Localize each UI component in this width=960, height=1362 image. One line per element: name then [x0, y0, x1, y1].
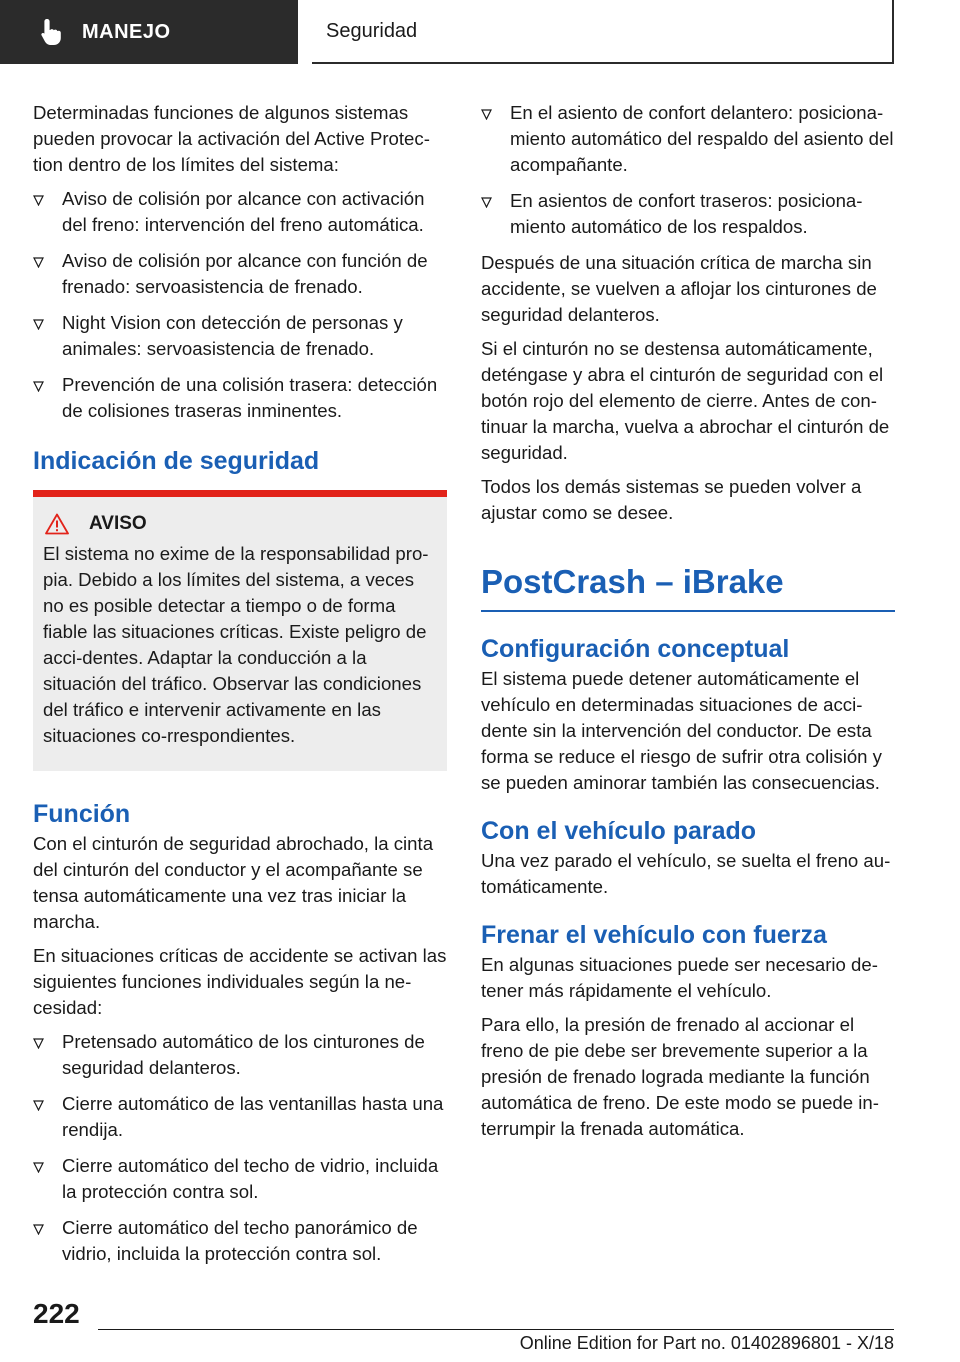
right-column	[481, 100, 895, 1150]
list-item: Aviso de colisión por alcance con activación del freno: intervención del freno automática.	[33, 186, 447, 238]
list-item: Cierre automático de las ventanillas hasta una rendija.	[33, 1091, 447, 1143]
triangle-bullet-icon	[33, 1100, 44, 1111]
triangle-bullet-icon	[33, 1162, 44, 1173]
chapter-title: Seguridad	[326, 19, 418, 42]
footer-divider	[98, 1329, 894, 1330]
list-item: Prevención de una colisión trasera: detección de colisiones traseras inminentes.	[33, 372, 447, 424]
warning-title: AVISO	[89, 513, 147, 534]
triangle-bullet-icon	[481, 109, 492, 120]
function-heading: Función	[33, 800, 131, 828]
list-item: Cierre automático del techo de vidrio, incluida la protección contra sol.	[33, 1153, 447, 1205]
list-item: En asientos de confort traseros: posiciona-miento automático de los respaldos.	[481, 188, 895, 240]
triangle-bullet-icon	[33, 381, 44, 392]
release-paragraph: Si el cinturón no se destensa automáticamente, deténgase y abra el cinturón de seguridad con el botón rojo del elemento de cierre. Antes de con-tinuar la marcha, vuelva a abrochar el cinturón de seguridad.	[481, 338, 890, 463]
parked-paragraph: Una vez parado el vehículo, se suelta el freno au-tomáticamente.	[481, 849, 891, 897]
brake-heading: Frenar el vehículo con fuerza	[481, 920, 827, 949]
postcrash-heading: PostCrash – iBrake	[481, 563, 784, 600]
hand-pointer-icon	[36, 16, 68, 48]
section-title: MANEJO	[82, 20, 171, 43]
concept-paragraph: El sistema puede detener automáticamente el vehículo en determinadas situaciones de acci-dente sin la intervención del conductor. De esta forma se reduce el riesgo de sufrir otra colisión y se pueden aminorar también las consecuencias.	[481, 667, 882, 793]
intro-paragraph: Determinadas funciones de algunos sistemas pueden provocar la activación del Active Protec-tion dentro de los límites del sistema:	[33, 102, 430, 175]
triangle-bullet-icon	[33, 1038, 44, 1049]
section-tab	[0, 0, 298, 64]
list-item: En el asiento de confort delantero: posiciona-miento automático del respaldo del asiento del acompañante.	[481, 100, 895, 178]
triangle-bullet-icon	[33, 195, 44, 206]
list-item: Pretensado automático de los cinturones de seguridad delanteros.	[33, 1029, 447, 1081]
function-bullet-list	[33, 1029, 447, 1267]
parked-heading: Con el vehículo parado	[481, 816, 757, 845]
concept-heading: Configuración conceptual	[481, 634, 790, 663]
list-item: Aviso de colisión por alcance con función de frenado: servoasistencia de frenado.	[33, 248, 447, 300]
chapter-tab	[312, 0, 894, 64]
warning-triangle-icon	[45, 513, 69, 535]
blue-divider	[481, 610, 895, 612]
intro-bullet-list	[33, 186, 447, 424]
page-number: 222	[33, 1298, 80, 1329]
seat-bullet-list	[481, 100, 895, 240]
list-item: Night Vision con detección de personas y animales: servoasistencia de frenado.	[33, 310, 447, 362]
triangle-bullet-icon	[33, 1224, 44, 1235]
safety-heading: Indicación de seguridad	[33, 447, 320, 475]
warning-title-row	[43, 513, 437, 535]
triangle-bullet-icon	[481, 197, 492, 208]
function-paragraph-2: En situaciones críticas de accidente se activan las siguientes funciones individuales según la ne-cesidad:	[33, 945, 447, 1018]
left-column	[33, 100, 447, 1277]
red-divider	[33, 490, 447, 497]
function-paragraph-1: Con el cinturón de seguridad abrochado, la cinta del cinturón del conductor y el acompañante se tensa automáticamente una vez tras iniciar la marcha.	[33, 833, 434, 932]
brake-paragraph-1: En algunas situaciones puede ser necesario de-tener más rápidamente el vehículo.	[481, 953, 878, 1001]
triangle-bullet-icon	[33, 319, 44, 330]
warning-box	[33, 497, 447, 771]
triangle-bullet-icon	[33, 257, 44, 268]
warning-text: El sistema no exime de la responsabilidad pro-pia. Debido a los límites del sistema, a veces no es posible detectar a tiempo o de forma fiable las situaciones críticas. Existe peligro de acci-dentes. Adaptar la conducción a la situación del tráfico. Observar las condiciones del tráfico e intervenir activamente en las situaciones co-rrespondientes.	[43, 543, 429, 746]
brake-paragraph-2: Para ello, la presión de frenado al accionar el freno de pie debe ser brevemente superior a la presión de frenado lograda mediante la función automática de freno. De este modo se puede in-terrumpir la frenada automática.	[481, 1013, 879, 1139]
after-crash-paragraph: Después de una situación crítica de marcha sin accidente, se vuelven a aflojar los cinturones de seguridad delanteros.	[481, 252, 877, 325]
systems-paragraph: Todos los demás sistemas se pueden volver a ajustar como se desee.	[481, 476, 862, 523]
list-item: Cierre automático del techo panorámico de vidrio, incluida la protección contra sol.	[33, 1215, 447, 1267]
edition-text: Online Edition for Part no. 01402896801 - X/18	[519, 1333, 894, 1353]
